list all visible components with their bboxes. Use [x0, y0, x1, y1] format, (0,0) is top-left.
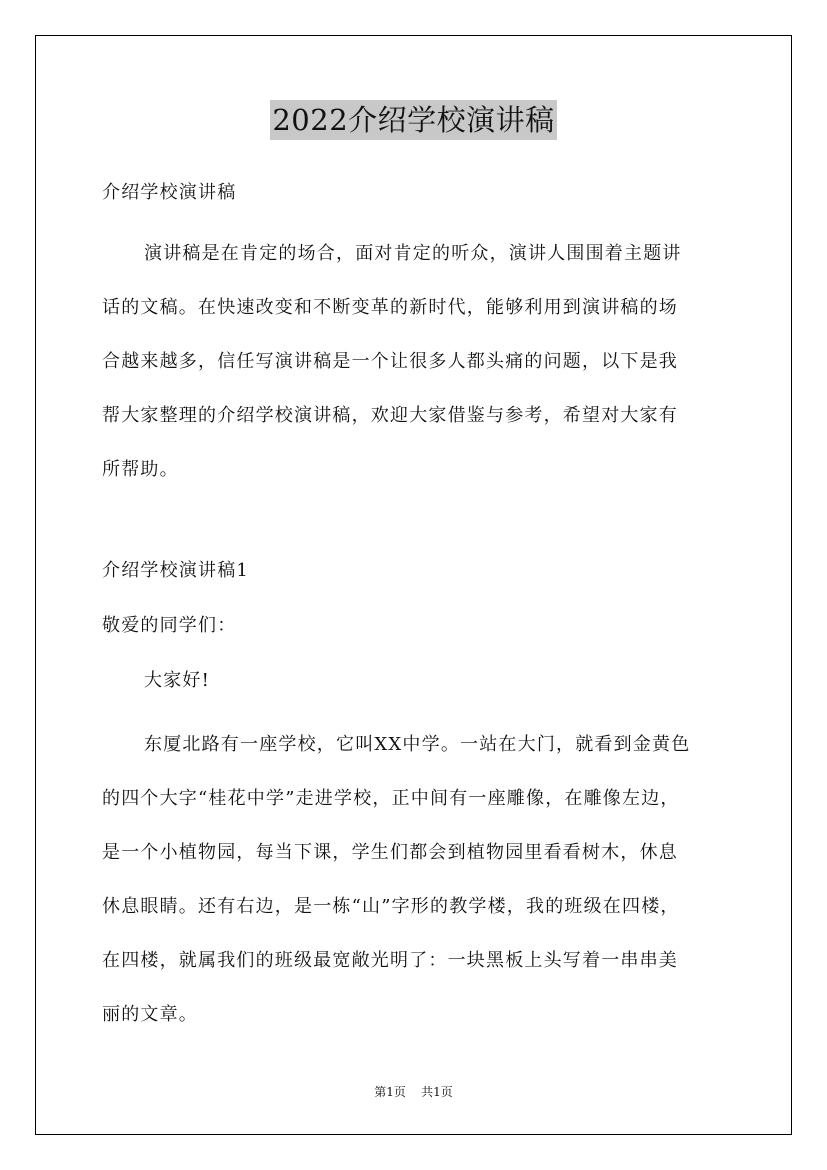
- intro-line: 所帮助。: [102, 459, 179, 480]
- section-heading: 介绍学校演讲稿: [102, 182, 237, 203]
- page-total: 共1页: [421, 1085, 453, 1099]
- document-body: [102, 175, 732, 1042]
- body-paragraph: [102, 718, 732, 1042]
- intro-paragraph: [102, 227, 732, 497]
- intro-line: 帮大家整理的介绍学校演讲稿，欢迎大家借鉴与参考，希望对大家有: [102, 405, 678, 426]
- subsection-heading: 介绍学校演讲稿1: [102, 560, 250, 581]
- body-line: 在四楼，就属我们的班级最宽敞光明了：一块黑板上头写着一串串美: [102, 950, 678, 971]
- document-title: 2022介绍学校演讲稿: [270, 100, 556, 140]
- title-container: [0, 100, 827, 140]
- intro-line: 演讲稿是在肯定的场合，面对肯定的听众，演讲人围围着主题讲: [144, 243, 682, 264]
- body-line: 丽的文章。: [102, 1004, 198, 1025]
- salutation: 敬爱的同学们：: [102, 615, 237, 636]
- body-line: 的四个大字“桂花中学”走进学校，正中间有一座雕像，在雕像左边，: [102, 788, 680, 809]
- body-line: 是一个小植物园，每当下课，学生们都会到植物园里看看树木，休息: [102, 842, 678, 863]
- intro-line: 话的文稿。在快速改变和不断变革的新时代，能够利用到演讲稿的场: [102, 297, 678, 318]
- page-number: 第1页: [374, 1085, 406, 1099]
- body-line: 东厦北路有一座学校，它叫XX中学。一站在大门，就看到金黄色: [144, 734, 691, 755]
- intro-line: 合越来越多，信任写演讲稿是一个让很多人都头痛的问题，以下是我: [102, 351, 678, 372]
- greeting: 大家好!: [144, 670, 211, 691]
- page-footer: [0, 1084, 827, 1100]
- body-line: 休息眼睛。还有右边，是一栋“山”字形的教学楼，我的班级在四楼，: [102, 896, 680, 917]
